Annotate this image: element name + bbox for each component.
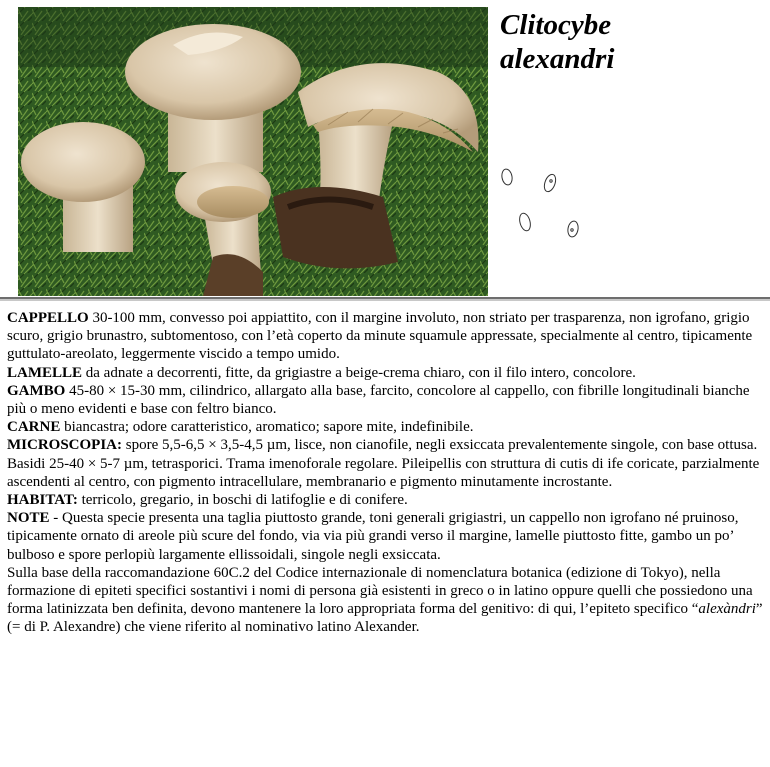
description xyxy=(7,309,763,637)
divider-shadow xyxy=(0,299,770,301)
section-text: da adnate a decorrenti, fitte, da grigiastre a beige-crema chiaro, con il filo intero, concolore. xyxy=(82,364,636,381)
species-title xyxy=(500,8,614,76)
section-text: 30-100 mm, convesso poi appiattito, con il margine involuto, non striato per trasparenza, non igrofano, grigio scuro, grigio brunastro, subtomentoso, con l’età coperto da minute squamule appressate, specialmente al centro, tipicamente guttulato-areolato, leggermente viscido a tempo umido. xyxy=(7,310,753,363)
section-habitat xyxy=(7,491,763,509)
section-carne xyxy=(7,418,763,436)
section-lamelle xyxy=(7,364,763,382)
section-text: spore 5,5-6,5 × 3,5-4,5 µm, lisce, non cianofile, negli exsiccata prevalentemente singole, con base ottusa. Basidi 25-40 × 5-7 µm, tetrasporici. Trama imenoforale regolare. Pileipellis con struttura di cutis di ife coricate, parzialmente ascendenti al centro, con pigmento intracellulare, membranario e pigmento minutamente incrostante. xyxy=(7,437,760,490)
section-text: terricolo, gregario, in boschi di latifoglie e di conifere. xyxy=(77,492,408,509)
section-label: HABITAT: xyxy=(7,492,78,509)
closing-text-after: ” (= di P. Alexandre) che viene riferito al nominativo latino Alexander. xyxy=(7,601,763,636)
section-note xyxy=(7,509,763,564)
spores-drawing xyxy=(494,160,594,245)
section-text: - Questa specie presenta una taglia piuttosto grande, toni generali grigiastri, un cappello non igrofano né pruinoso, tipicamente ornato di areole più scure del fondo, via via più grandi verso il margine, lamelle piuttosto fitte, gambo un po’ bulboso e spore perlopiù largamente ellissoidali, singole negli exsiccata. xyxy=(7,510,739,563)
title-genus: Clitocybe xyxy=(500,9,612,41)
section-label: CARNE xyxy=(7,419,61,436)
section-label: CAPPELLO xyxy=(7,310,89,326)
section-label: GAMBO xyxy=(7,382,66,399)
section-text: 45-80 × 15-30 mm, cilindrico, allargato alla base, farcito, concolore al cappello, con fibrille longitudinali bianche più o meno evidenti e base con feltro bianco. xyxy=(7,382,750,418)
section-label: MICROSCOPIA: xyxy=(7,437,122,454)
section-label: NOTE xyxy=(7,510,50,527)
closing-text-before: Sulla base della raccomandazione 60C.2 del Codice internazionale di nomenclatura botanica (edizione di Tokyo), nella formazione di epiteti specifici sostantivi i nomi di persona già esistenti in greco o in latino oppure quelli che possiedono una forma latinizzata ben definita, devono mantenere la loro appropriata forma del genitivo: di qui, l’epiteto specifico “ xyxy=(7,564,753,618)
mushroom-photo xyxy=(18,7,488,296)
section-microscopia xyxy=(7,436,763,491)
closing-paragraph xyxy=(7,564,763,637)
closing-epithet: alexàndri xyxy=(698,601,756,618)
section-label: LAMELLE xyxy=(7,364,83,381)
section-cappello xyxy=(7,309,763,364)
title-epithet: alexandri xyxy=(500,43,615,75)
section-text: biancastra; odore caratteristico, aromatico; sapore mite, indefinibile. xyxy=(60,419,474,436)
section-gambo xyxy=(7,382,763,418)
